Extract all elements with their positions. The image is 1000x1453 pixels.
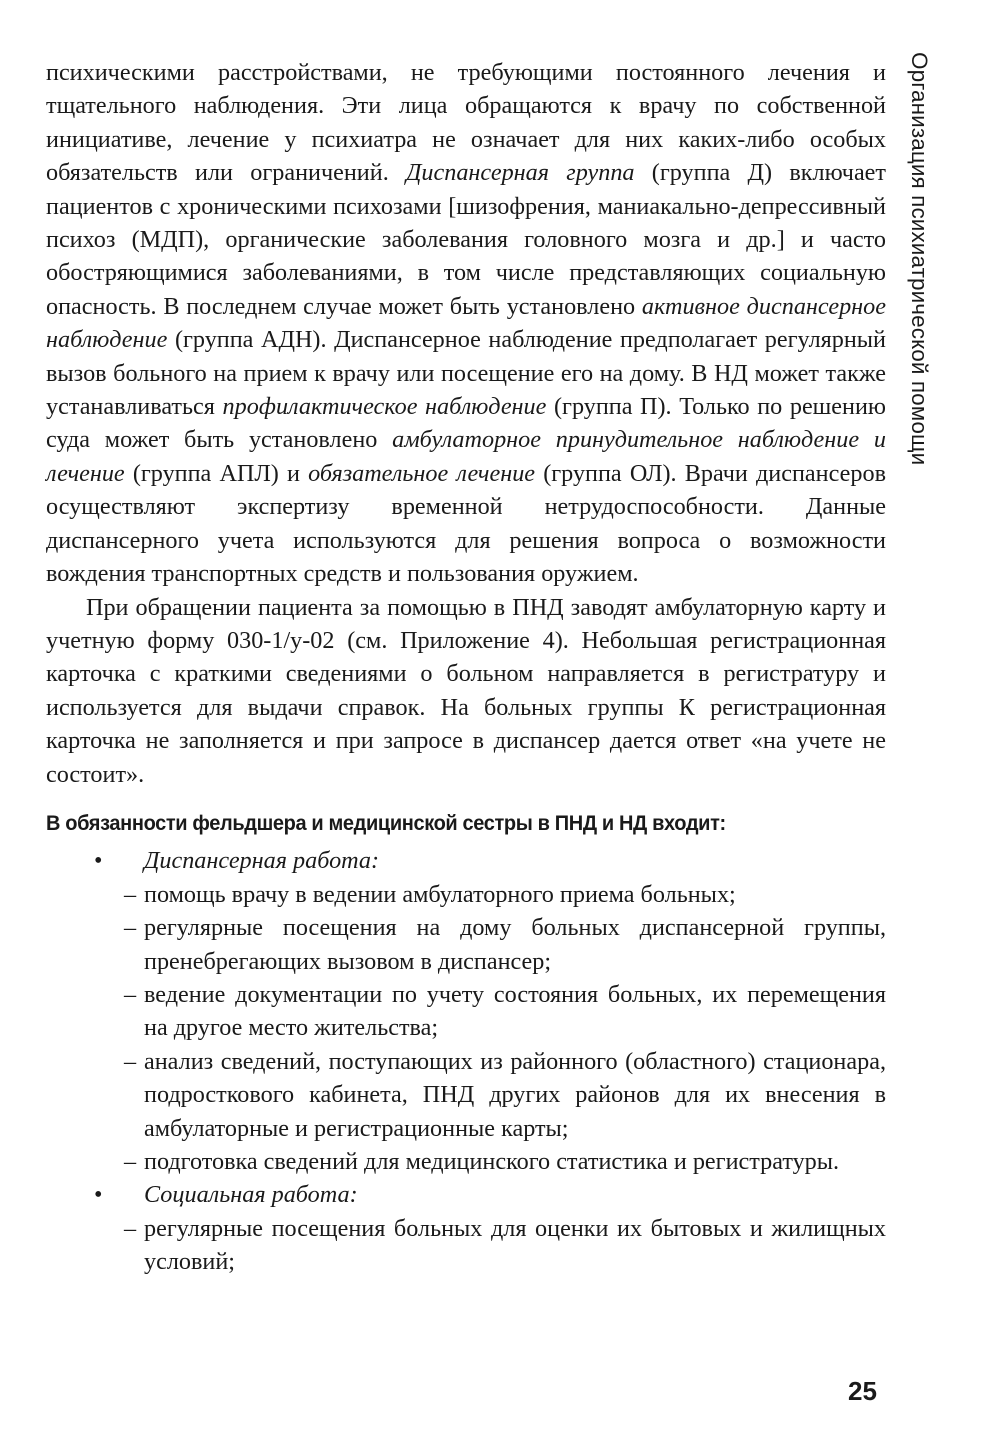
list-item-text: ведение документации по учету состояния больных, их перемещения на другое место жительства; (144, 980, 886, 1042)
dash-mark: – (124, 980, 137, 1008)
list-item-text: подготовка сведений для медицинского статистика и регистратуры. (144, 1148, 840, 1175)
bullet-title: Диспансерная работа: (144, 847, 380, 875)
list-item (46, 978, 886, 1045)
list-item (46, 878, 886, 911)
paragraph-2: При обращении пациента за помощью в ПНД заводят амбулаторную карту и учетную форму 030-1/у-02 (см. Приложение 4). Небольшая регистрационная карточка с краткими сведениями о больном направляется в регистратуру и используется для выдачи справок. На больных группы К регистрационная карточка не заполняется и при запросе в диспансер дается ответ «на учете не состоит». (46, 593, 886, 788)
list-item (46, 1145, 886, 1178)
term-dispensary-group: Диспансерная группа (406, 159, 635, 187)
paragraph-1-part-11: (группа ОЛ). Врачи диспансеров осуществляют экспертизу временной нетрудоспособности. Данные диспансерного учета используются для решения вопроса о возможности вождения транспортных средств и пользования оружием. (46, 459, 886, 588)
paragraph-1 (46, 56, 886, 591)
main-text (46, 56, 886, 1279)
page-number: 25 (848, 1376, 877, 1406)
dash-mark: – (124, 880, 137, 908)
bullet-dispensary-work (46, 844, 886, 877)
list-item (46, 1045, 886, 1145)
list-item-text: регулярные посещения больных для оценки их бытовых и жилищных условий; (144, 1214, 886, 1276)
bullet-mark: • (94, 847, 103, 875)
list-item (46, 911, 886, 978)
list-item-text: регулярные посещения на дому больных диспансерной группы, пренебрегающих вызовом в диспансер; (144, 914, 886, 975)
bullet-social-work (46, 1178, 886, 1211)
dash-mark: – (124, 1214, 137, 1242)
paragraph-1-part-5: (группа АДН). Диспансерное наблюдение предполагает регулярный вызов больного на прием к врачу или посещение его на дому. В НД может также устанавливаться (46, 326, 886, 421)
dash-mark: – (124, 914, 137, 942)
running-head-text: Организация психиатрической помощи (907, 52, 932, 466)
dash-mark: – (124, 1047, 137, 1075)
term-active-dispensary-observation: активное диспансерное наблюдение (46, 292, 886, 354)
term-preventive-observation: профилактическое наблюдение (222, 393, 547, 421)
paragraph-1-part-3: (группа Д) включает пациентов с хроническими психозами [шизофрения, маниакально-депрессивный психоз (МДП), органические заболевания головного мозга и др.] и часто обостряющимися заболеваниями, в том числе представляющих социальную опасность. В последнем случае может быть установлено (46, 159, 886, 320)
list-item-text: анализ сведений, поступающих из районного (областного) стационара, подросткового кабинета, ПНД других районов для их внесения в амбулаторные и регистрационные карты; (144, 1047, 886, 1142)
section-heading: В обязанности фельдшера и медицинской сестры в ПНД и НД входит: (46, 810, 726, 835)
term-outpatient-compulsory-observation: амбулаторное принудительное наблюдение и лечение (46, 426, 886, 487)
paragraph-1-part-7: (группа П). Только по решению суда может быть установлено (46, 393, 886, 454)
bullet-mark: • (94, 1181, 103, 1209)
paragraph-1-part-1: психическими расстройствами, не требующими постоянного лечения и тщательного наблюдения. Эти лица обращаются к врачу по собственной инициативе, лечение у психиатра не означает для них каких-либо особых обязательств или ограничений. (46, 59, 886, 187)
paragraph-1-part-9: (группа АПЛ) и (124, 459, 309, 487)
running-head (900, 52, 944, 492)
term-mandatory-treatment: обязательное лечение (308, 459, 536, 487)
list-item-text: помощь врачу в ведении амбулаторного приема больных; (144, 880, 736, 908)
list-item (46, 1212, 886, 1279)
dash-mark: – (124, 1148, 137, 1175)
bullet-title: Социальная работа: (144, 1181, 358, 1209)
